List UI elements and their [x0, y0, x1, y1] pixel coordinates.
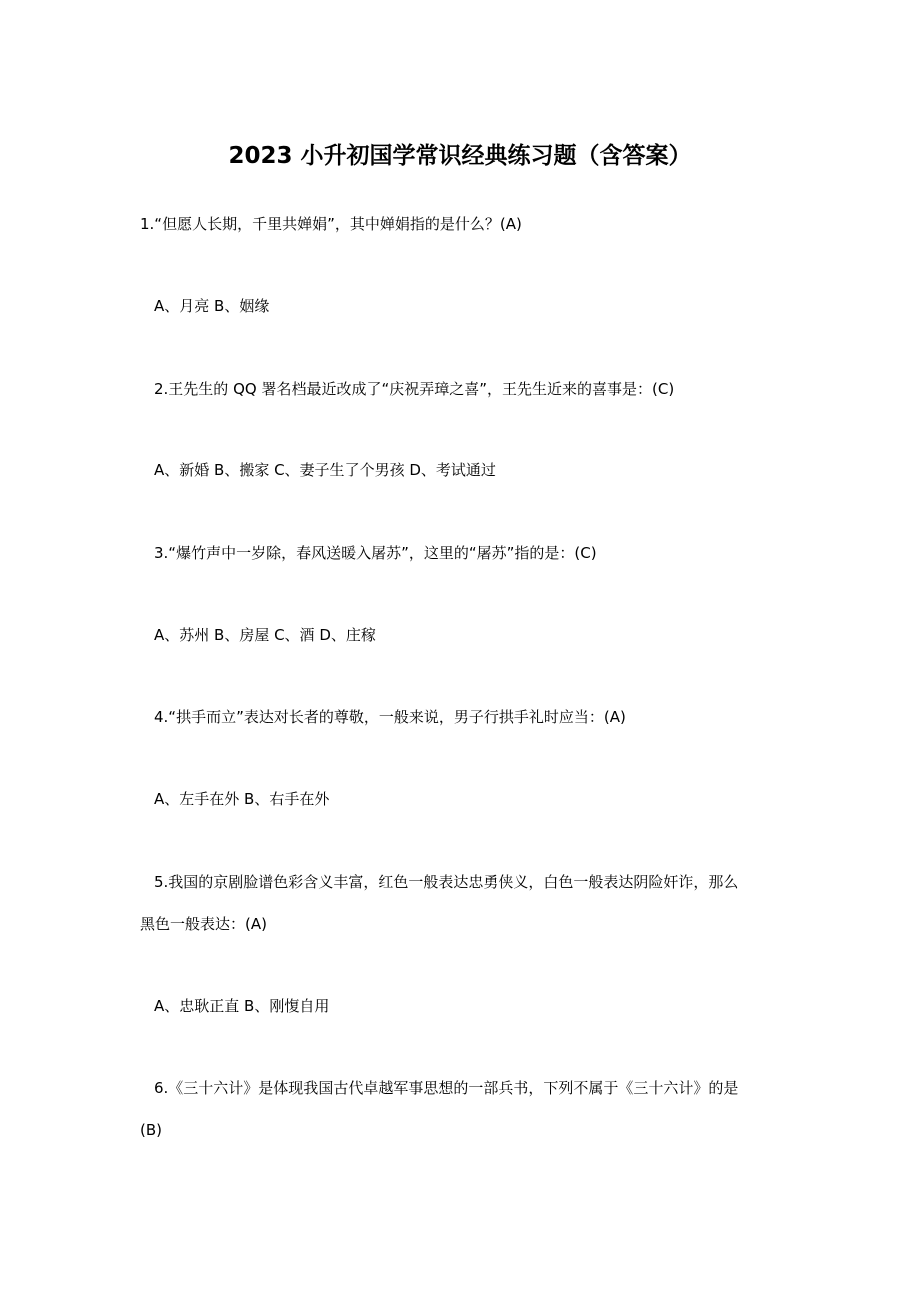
question-3-text: 3.“爆竹声中一岁除，春风送暖入屠苏”，这里的“屠苏”指的是：(C) [154, 544, 597, 562]
question-6-text-line-2: (B) [140, 1121, 162, 1139]
question-2-text: 2.王先生的 QQ 署名档最近改成了“庆祝弄璋之喜”，王先生近来的喜事是：(C) [154, 380, 675, 398]
question-5-text-line-2: 黑色一般表达：(A) [140, 915, 267, 933]
question-3-options: A、苏州 B、房屋 C、酒 D、庄稼 [154, 626, 376, 644]
question-5-text-line-1: 5.我国的京剧脸谱色彩含义丰富，红色一般表达忠勇侠义，白色一般表达阴险奸诈，那么 [154, 873, 739, 891]
question-1-options: A、月亮 B、姻缘 [154, 297, 270, 315]
question-5-options: A、忠耿正直 B、刚愎自用 [154, 997, 330, 1015]
question-2-options: A、新婚 B、搬家 C、妻子生了个男孩 D、考试通过 [154, 461, 496, 479]
document-title: 2023 小升初国学常识经典练习题（含答案） [228, 143, 692, 169]
question-6-text-line-1: 6.《三十六计》是体现我国古代卓越军事思想的一部兵书，下列不属于《三十六计》的是 [154, 1079, 739, 1097]
question-4-text: 4.“拱手而立”表达对长者的尊敬，一般来说，男子行拱手礼时应当：(A) [154, 708, 626, 726]
question-4-options: A、左手在外 B、右手在外 [154, 790, 330, 808]
question-1-text: 1.“但愿人长期，千里共婵娟”，其中婵娟指的是什么？(A) [140, 215, 522, 233]
